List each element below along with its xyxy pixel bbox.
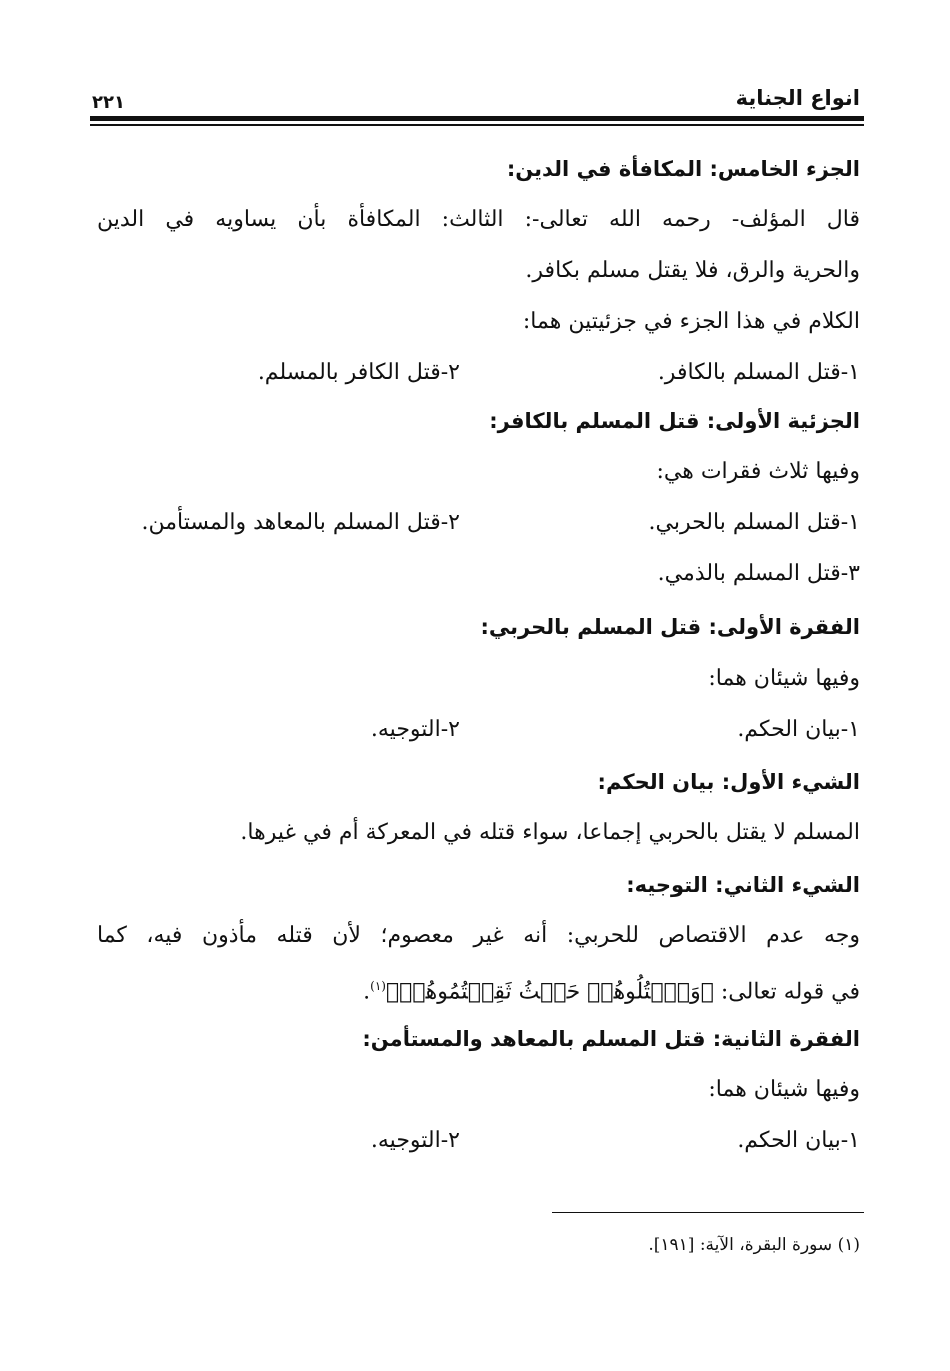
author-quote-line-2: والحرية والرق، فلا يقتل مسلم بكافر. (525, 258, 860, 283)
footnote: (١) سورة البقرة، الآية: [١٩١]. (648, 1235, 860, 1255)
intro-line: وفيها شيئان هما: (708, 1077, 860, 1102)
verse-text: في قوله تعالى: ﴿وَٱقۡتُلُوهُمۡ حَيۡثُ ثَقِفۡتُمُوهُمۡ﴾ (385, 979, 860, 1005)
list-item-2: ٢-قتل المسلم بالمعاهد والمستأمن. (141, 510, 460, 535)
verse-line (363, 969, 860, 1009)
intro-line: وفيها ثلاث فقرات هي: (656, 459, 860, 484)
list-item-1: ١-بيان الحكم. (737, 1128, 860, 1153)
intro-line: وفيها شيئان هما: (708, 666, 860, 691)
point-heading: الشيء الأول: بيان الحكم: (597, 770, 860, 794)
page-number: ٢٢١ (92, 92, 125, 113)
header-rule-thin (90, 124, 864, 126)
paragraph-heading: الفقرة الثانية: قتل المسلم بالمعاهد والمستأمن: (362, 1027, 860, 1051)
list-item-1: ١-قتل المسلم بالحربي. (648, 510, 860, 535)
subsection-heading: الجزئية الأولى: قتل المسلم بالكافر: (489, 409, 860, 433)
list-item-2: ٢-قتل الكافر بالمسلم. (257, 360, 460, 385)
list-item-1: ١-بيان الحكم. (737, 717, 860, 742)
list-item-1: ١-قتل المسلم بالكافر. (657, 360, 860, 385)
list-item-2: ٢-التوجيه. (370, 717, 460, 742)
section-heading: الجزء الخامس: المكافأة في الدين: (506, 157, 860, 181)
intro-line: الكلام في هذا الجزء في جزئيتين هما: (522, 309, 860, 334)
author-quote-line-1: قال المؤلف- رحمه الله تعالى-: الثالث: المكافأة بأن يساويه في الدين (97, 207, 860, 232)
verse-end: . (363, 979, 371, 1005)
body-line: المسلم لا يقتل بالحربي إجماعا، سواء قتله في المعركة أم في غيرها. (240, 820, 860, 845)
header-rule-thick (90, 116, 864, 121)
footnote-marker[interactable]: (١) (370, 979, 386, 993)
paragraph-heading: الفقرة الأولى: قتل المسلم بالحربي: (480, 615, 860, 639)
body-line: وجه عدم الاقتصاص للحربي: أنه غير معصوم؛ لأن قتله مأذون فيه، كما (97, 923, 860, 948)
running-header-title: انواع الجناية (735, 86, 860, 110)
list-item-2: ٢-التوجيه. (370, 1128, 460, 1153)
point-heading: الشيء الثاني: التوجيه: (626, 873, 860, 897)
list-item-3: ٣-قتل المسلم بالذمي. (657, 561, 860, 586)
footnote-separator (552, 1212, 864, 1213)
